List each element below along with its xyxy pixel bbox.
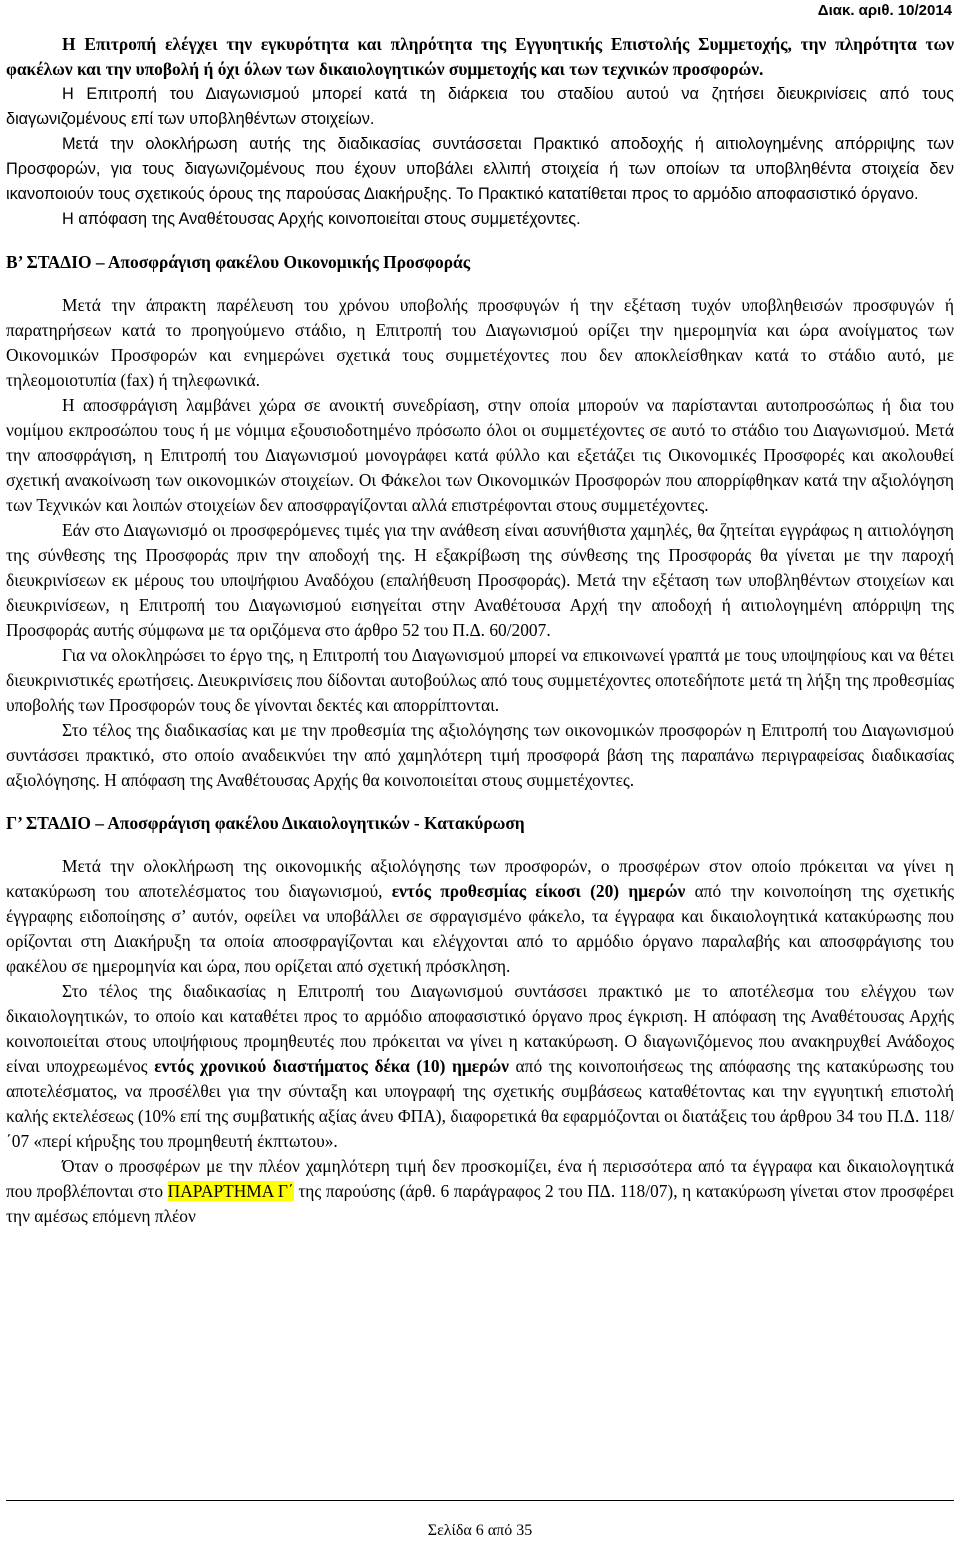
stage-c-paragraph	[6, 854, 954, 979]
document-reference: Διακ. αριθ. 10/2014	[817, 2, 952, 19]
annex-c-highlight: ΠΑΡΑΡΤΗΜΑ Γ΄	[167, 1181, 294, 1201]
stage-c-paragraph	[6, 1154, 954, 1229]
stage-c-deadline-20-days: εντός προθεσμίας είκοσι (20) ημερών	[391, 881, 686, 901]
stage-c-text: Μετά την ολοκλήρωση της οικονομικής αξιολόγησης των προσφορών, ο προσφέρων στον οποίο πρόκειται να γίνει η κατακύρωση του αποτελέσματος του διαγωνισμού,	[6, 856, 954, 901]
footer-divider	[6, 1500, 954, 1501]
stage-a-bold-paragraph: Η Επιτροπή ελέγχει την εγκυρότητα και πληρότητα της Εγγυητικής Επιστολής Συμμετοχής, την πληρότητα των φακέλων και την υποβολή ή όχι όλων των δικαιολογητικών συμμετοχής και των τεχνικών προσφορών.	[6, 34, 954, 79]
stage-b-paragraph: Εάν στο Διαγωνισμό οι προσφερόμενες τιμές για την ανάθεση είναι ασυνήθιστα χαμηλές, θα ζητείται εγγράφως η αιτιολόγηση της σύνθεσης της Προσφοράς πριν την αποδοχή της. Η εξακρίβωση της σύνθεσης της Προσφοράς θα γίνεται με την παροχή διευκρινίσεων εκ μέρους του υποψήφιου Αναδόχου (επαλήθευση Προσφοράς). Μετά την εξέταση των υποβληθέντων στοιχείων και διευκρινίσεων, η Επιτροπή του Διαγωνισμού εισηγείται στην Αναθέτουσα Αρχή την αποδοχή ή αιτιολογημένη απόρριψη της Προσφοράς αυτής σύμφωνα με τα οριζόμενα στο άρθρο 52 του Π.Δ. 60/2007.	[6, 520, 954, 640]
stage-c-paragraph	[6, 979, 954, 1154]
stage-c-deadline-10-days: εντός χρονικού διαστήματος δέκα (10) ημερών	[154, 1056, 509, 1076]
document-body	[6, 32, 954, 1229]
stage-b-paragraph: Για να ολοκληρώσει το έργο της, η Επιτροπή του Διαγωνισμού μπορεί να επικοινωνεί γραπτά με τους υποψηφίους και να θέτει διευκρινιστικές ερωτήσεις. Διευκρινίσεις που δίδονται αυτοβούλως από τους συμμετέχοντες οποτεδήποτε μετά τη λήξη της προθεσμίας υποβολής των Προσφορών τους δε γίνονται δεκτές και απορρίπτονται.	[6, 645, 954, 715]
stage-b-paragraph: Μετά την άπρακτη παρέλευση του χρόνου υποβολής προσφυγών ή την εξέταση τυχόν υποβληθεισών προσφυγών ή παρατηρήσεων κατά το προηγούμενο στάδιο, η Επιτροπή του Διαγωνισμού ορίζει την ημερομηνία και ώρα ανοίγματος των Οικονομικών Προσφορών και ενημερώνει σχετικά τους συμμετέχοντες που δεν αποκλείσθηκαν κατά το στάδιο αυτό, με τηλεομοιοτυπία (fax) ή τηλεφωνικά.	[6, 295, 954, 390]
stage-b-paragraph: Η αποσφράγιση λαμβάνει χώρα σε ανοικτή συνεδρίαση, στην οποία μπορούν να παρίστανται αυτοπροσώπως ή δια του νομίμου εκπροσώπου τους ή με νόμιμα εξουσιοδοτημένο πρόσωπο όλοι οι συμμετέχοντες σε αυτό το στάδιο του Διαγωνισμού. Μετά την αποσφράγιση, η Επιτροπή του Διαγωνισμού μονογράφει κατά φύλλο και εξετάζει τις Οικονομικές Προσφορές και ακολουθεί σχετική ανακοίνωση των οικονομικών στοιχείων. Οι Φάκελοι των Οικονομικών Προσφορών που απορρίφθηκαν κατά την αξιολόγηση των Τεχνικών και λοιπών στοιχείων δεν αποσφραγίζονται αλλά επιστρέφονται στους συμμετέχοντες.	[6, 395, 954, 515]
stage-c-text: Στο τέλος της διαδικασίας η Επιτροπή του Διαγωνισμού συντάσσει πρακτικό με το αποτέλεσμα του ελέγχου των δικαιολογητικών, το οποίο και καταθέτει προς το αρμόδιο αποφασιστικό όργανο προς έγκριση. Η απόφαση της Αναθέτουσας Αρχής κοινοποιείται στους υποψήφιους προμηθευτές που πρόκειται να γίνει η κατακύρωση. Ο διαγωνιζόμενος που ανακηρυχθεί Ανάδοχος είναι υποχρεωμένος	[6, 981, 954, 1076]
stage-c-text: της παρούσης (άρθ. 6 παράγραφος 2 του ΠΔ. 118/07), η κατακύρωση γίνεται στον προσφέρει την αμέσως επόμενη πλέον	[6, 1181, 954, 1226]
stage-b-title: Β’ ΣΤΑΔΙΟ – Αποσφράγιση φακέλου Οικονομικής Προσφοράς	[6, 252, 471, 272]
stage-a-clarifications: Η Επιτροπή του Διαγωνισμού μπορεί κατά τη διάρκεια του σταδίου αυτού να ζητήσει διευκρινίσεις από τους διαγωνιζομένους επί των υποβληθέντων στοιχείων.	[6, 85, 954, 128]
stage-c-text: από την κοινοποίηση της σχετικής έγγραφης ειδοποίησης σ’ αυτόν, οφείλει να υποβάλλει σε σφραγισμένο φάκελο, τα έγγραφα και δικαιολογητικά κατακύρωσης που ορίζονται στη Διακήρυξη τα οποία αποσφραγίζονται και ελέγχονται από το αρμόδιο όργανο παραλαβής και αποσφράγισης του φακέλου σε ημερομηνία και ώρα, που ορίζεται από σχετική πρόσκληση.	[6, 881, 954, 976]
stage-c-text: Όταν ο προσφέρων με την πλέον χαμηλότερη τιμή δεν προσκομίζει, ένα ή περισσότερα από τα έγγραφα και δικαιολογητικά που προβλέπονται στο	[6, 1156, 954, 1201]
stage-c-text: από της κοινοποιήσεως της απόφασης της κατακύρωσης του αποτελέσματος, να προσέλθει για την σύνταξη και υπογραφή της σχετικής συμβάσεως καταθέτοντας και την εγγυητική επιστολή καλής εκτελέσεως (10% επί της συμβατικής αξίας άνευ ΦΠΑ), διαφορετικά θα εφαρμόζονται οι διατάξεις του άρθρου 34 του Π.Δ. 118/΄07 «περί κήρυξης του προμηθευτή έκπτωτου».	[6, 1056, 955, 1151]
stage-a-minutes: Μετά την ολοκλήρωση αυτής της διαδικασίας συντάσσεται Πρακτικό αποδοχής ή αιτιολογημένης απόρριψης των Προσφορών, για τους διαγωνιζομένους που έχουν υποβάλει ελλιπή στοιχεία ή των οποίων τα υποβληθέντα στοιχεία δεν ικανοποιούν τους σχετικούς όρους της παρούσας Διακήρυξης. Το Πρακτικό κατατίθεται προς το αρμόδιο αποφασιστικό όργανο.	[6, 135, 954, 203]
stage-b-paragraph: Στο τέλος της διαδικασίας και με την προθεσμία της αξιολόγησης των οικονομικών προσφορών η Επιτροπή του Διαγωνισμού συντάσσει πρακτικό, στο οποίο αναδεικνύει την από χαμηλότερη τιμή προσφορά βάση της παραπάνω περιγραφείσας διαδικασίας αξιολόγησης. Η απόφαση της Αναθέτουσας Αρχής θα κοινοποιείται στους συμμετέχοντες.	[6, 720, 954, 790]
page-number: Σελίδα 6 από 35	[427, 1522, 533, 1539]
stage-a-decision: Η απόφαση της Αναθέτουσας Αρχής κοινοποιείται στους συμμετέχοντες.	[62, 210, 581, 228]
stage-c-title: Γ’ ΣΤΑΔΙΟ – Αποσφράγιση φακέλου Δικαιολογητικών - Κατακύρωση	[6, 813, 525, 833]
